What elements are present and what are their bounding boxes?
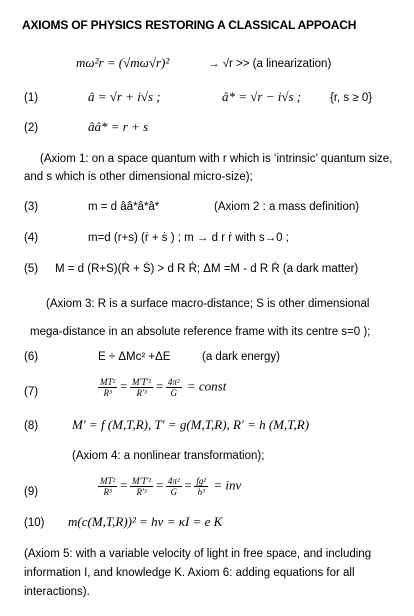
eq9-f4n: fg²: [196, 476, 207, 486]
eq7-frac2: [130, 377, 153, 398]
eq8-number: (8): [24, 420, 39, 432]
eq9-f3n: 4π²: [167, 476, 180, 486]
eq9-number: (9): [24, 486, 39, 498]
eq7-frac1: [98, 377, 117, 398]
axiom1-text: (Axiom 1: on a space quantum with r which is ‘intrinsic’ quantum size, and s which is other dimensional micro-size);: [24, 153, 393, 183]
eq1-number: (1): [24, 92, 39, 104]
eq6-a: E ÷ ΔMc² +ΔE: [98, 351, 171, 363]
eq5-number: (5): [24, 263, 39, 275]
eq7-frac3: [166, 377, 182, 398]
eq1-a: â = √r + i√s ;: [88, 89, 161, 104]
page-title: AXIOMS OF PHYSICS RESTORING A CLASSICAL APPOACH: [22, 18, 357, 32]
eq9-frac4: [194, 476, 208, 497]
eq9-expression: $\frac{\text{MT²}}{\text{R³}}$ = $\frac{\text{M′T′²}}{\text{R′³}}$ = $\frac{\text{4π²}}{G}$ = $\frac{\text{fg²}}{\text{h³}}$ = inv: [100, 476, 242, 497]
eq7-tail: = const: [186, 378, 227, 394]
eq1-b: â* = √r − i√s ;: [222, 89, 302, 104]
eq4-a: m=d (r+s) (ṙ + ṡ ) ; m → d r ṙ with s→0 ;: [88, 232, 289, 244]
eq7-f3n: 4π²: [167, 377, 180, 387]
eq10-a: m(c(M,T,R))² = hν = κI = e K: [68, 514, 223, 529]
eq9-frac2: [130, 476, 153, 497]
intro-equation: mω²r = (√mω√r)²: [76, 55, 170, 70]
eq9-frac1: [98, 476, 117, 497]
eq3-a: m = d ââ*â*â*: [88, 201, 160, 213]
eq2-number: (2): [24, 122, 39, 134]
eq9-frac3: [166, 476, 182, 497]
eq3-b: (Axiom 2 : a mass definition): [214, 201, 360, 213]
eq4-number: (4): [24, 232, 39, 244]
eq7-f1d: R³: [103, 388, 112, 398]
eq9-f4d: h³: [197, 487, 205, 497]
eq9-f3d: G: [170, 487, 178, 497]
eq2-a: ââ* = r + s: [88, 119, 149, 134]
eq7-expression: $\frac{\text{MT²}}{\text{R³}}$ = $\frac{\text{M′T′²}}{\text{R′³}}$ = $\frac{\text{4π²}}{G}$ = const: [100, 377, 227, 398]
axiom5-text: (Axiom 5: with a variable velocity of light in free space, and including information I, and knowledge K. Axiom 6: adding equations for all interactions).: [24, 548, 372, 598]
eq9-f2n: M′T′²: [131, 476, 152, 486]
eq7-number: (7): [24, 386, 39, 398]
eq6-number: (6): [24, 351, 39, 363]
eq5-a: M = d (R+S)(Ṙ + Ṡ) > d R Ṙ; ΔM =M - d R Ṙ (a dark matter): [55, 263, 359, 275]
eq8-a: M′ = f (M,T,R), T′ = g(M,T,R), R′ = h (M,T,R): [72, 417, 310, 432]
axiom4-text: (Axiom 4: a nonlinear transformation);: [72, 450, 265, 462]
eq1-condition: {r, s ≥ 0}: [330, 92, 373, 104]
eq7-f3d: G: [170, 388, 178, 398]
intro-linearization: → √r >> (a linearization): [208, 58, 332, 70]
eq7-f2n: M′T′²: [131, 377, 152, 387]
eq9-f1d: R³: [103, 487, 112, 497]
eq3-number: (3): [24, 201, 39, 213]
eq7-f1n: MT²: [100, 377, 116, 387]
eq7-f2d: R′³: [136, 388, 147, 398]
eq10-number: (10): [24, 517, 45, 529]
axiom3-text: (Axiom 3: R is a surface macro-distance; S is other dimensional mega-distance in an absolute reference frame with its centre s=0 );: [30, 298, 371, 338]
eq9-f2d: R′³: [136, 487, 147, 497]
eq9-tail: = inv: [213, 477, 242, 493]
eq6-b: (a dark energy): [202, 351, 280, 363]
eq9-f1n: MT²: [100, 476, 116, 486]
